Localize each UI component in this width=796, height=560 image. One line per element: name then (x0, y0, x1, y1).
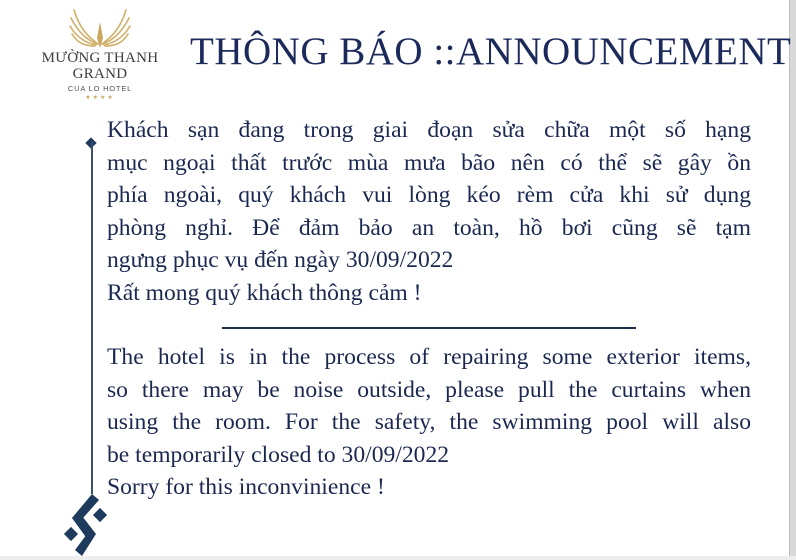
notice-en-line: using the room. For the safety, the swimming pool will also (107, 409, 751, 436)
notice-en-line: so there may be noise outside, please pull the curtains when (107, 376, 751, 403)
notice-vi-line: mục ngoại thất trước mùa mưa bão nên có thể sẽ gây ồn (107, 149, 751, 176)
section-divider (222, 327, 636, 329)
notice-vi-line: phòng nghỉ. Để đảm bảo an toàn, hồ bơi cũng sẽ tạm (107, 214, 751, 241)
hotel-logo (30, 4, 170, 101)
notice-en-line: be temporarily closed to 30/09/2022 (107, 441, 450, 468)
page-bottom-edge (0, 556, 796, 560)
page-right-edge (789, 0, 796, 560)
notice-vi-line: phía ngoài, quý khách vui lòng kéo rèm cửa khi sử dụng (107, 182, 751, 209)
brand-subtitle: CUA LO HOTEL (67, 84, 133, 93)
notice-english (107, 341, 751, 504)
notice-vi-closing: Rất mong quý khách thông cảm ! (107, 279, 422, 306)
notice-en-closing: Sorry for this inconvinience ! (107, 474, 385, 501)
page-title: THÔNG BÁO ::ANNOUNCEMENT (190, 30, 792, 73)
brand-name-line2: GRAND (72, 66, 128, 82)
diamond-ornament-icon (62, 492, 110, 558)
notice-en-line: The hotel is in the process of repairing some exterior items, (107, 344, 751, 370)
golden-wings-icon (64, 4, 136, 50)
notice-vietnamese (107, 114, 751, 310)
notice-vi-line: Khách sạn đang trong giai đoạn sửa chữa một số hạng (107, 117, 751, 143)
star-rating: ★★★★ (85, 95, 115, 101)
vertical-divider (91, 142, 93, 494)
notice-vi-line: ngưng phục vụ đến ngày 30/09/2022 (107, 247, 454, 274)
brand-name-line1: MƯỜNG THANH (41, 50, 159, 66)
